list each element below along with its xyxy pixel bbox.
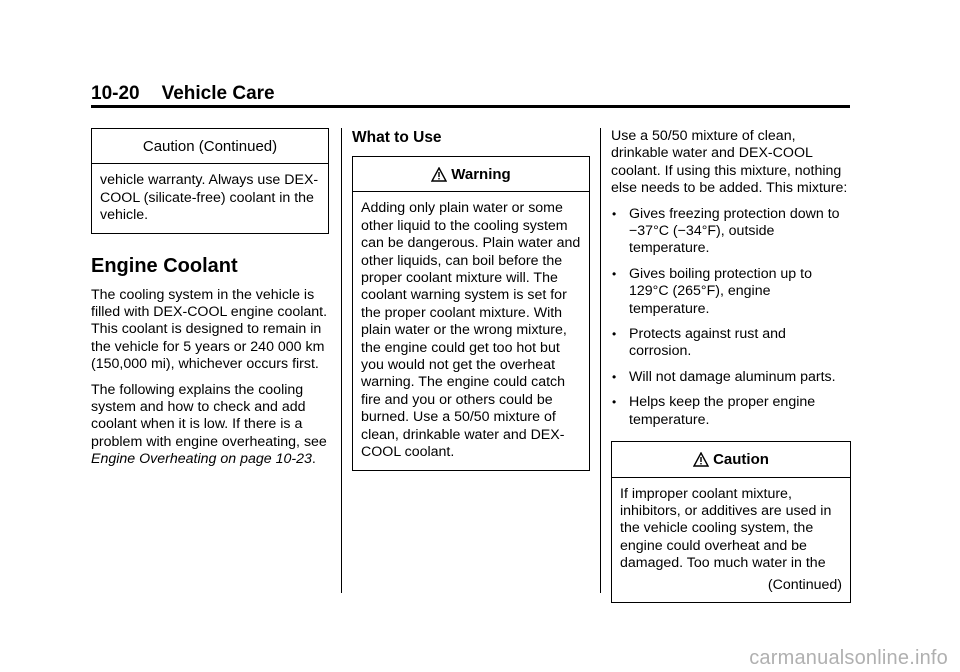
para-2-text: The following explains the cooling system and how to check and add coolant when it is low. If there is a problem with engine overheating, see (91, 381, 327, 450)
header-rule (91, 105, 850, 108)
bullet-icon: • (612, 395, 617, 410)
list-item: • Helps keep the proper engine temperature. (612, 394, 816, 428)
caution-continued-box (91, 128, 329, 234)
warning-title: Warning (451, 166, 511, 183)
column-1 (91, 128, 329, 477)
warning-box (352, 156, 590, 471)
warning-triangle-icon (431, 167, 447, 182)
warning-title-row (353, 157, 589, 192)
bullet-icon: • (612, 206, 617, 221)
warning-text: Adding only plain water or some other liquid to the cooling system can be dangerous. Plain water and other liquids, can boil before the proper coolant mixture will. The coolant warning system is set for the proper coolant mixture. With plain water or the wrong mixture, the engine could get too hot but you would not get the overheat warning. The engine could catch fire and you or others could be burned. Use a 50/50 mixture of clean, drinkable water and DEX-COOL coolant. (361, 200, 581, 461)
caution-title-row (612, 442, 850, 477)
page-header (91, 82, 850, 106)
list-item: • Will not damage aluminum parts. (612, 368, 836, 385)
bullet-icon: • (612, 327, 617, 342)
engine-coolant-para-2 (91, 382, 329, 469)
what-to-use-heading: What to Use (352, 129, 442, 146)
bullet-icon: • (612, 266, 617, 281)
caution-text: If improper coolant mixture, inhibitors, or additives are used in the vehicle cooling system, the engine could overheat and be damaged. Too much water in the (620, 485, 832, 572)
column-2 (352, 128, 590, 471)
column-3 (611, 128, 851, 603)
caution-box (611, 441, 851, 603)
list-item: • Gives boiling protection up to 129°C (265°F), engine temperature. (612, 265, 812, 317)
caution-continued-text: vehicle warranty. Always use DEX-COOL (silicate-free) coolant in the vehicle. (100, 172, 319, 224)
caution-title: Caution (713, 451, 769, 469)
engine-coolant-para-1: The cooling system in the vehicle is filled with DEX-COOL engine coolant. This coolant is designed to remain in the vehicle for 5 years or 240 000 km (150,000 mi), whichever occurs first. (91, 286, 328, 373)
engine-coolant-heading: Engine Coolant (91, 254, 238, 277)
mixture-benefits-list (611, 206, 851, 429)
column-divider-1 (341, 128, 342, 593)
mixture-intro: Use a 50/50 mixture of clean, drinkable water and DEX-COOL coolant. If using this mixture, nothing else needs to be added. This mixture: (611, 128, 848, 197)
list-item: • Gives freezing protection down to −37°C (−34°F), outside temperature. (612, 205, 840, 257)
caution-continued-title: Caution (Continued) (92, 129, 328, 164)
continued-label: (Continued) (767, 576, 842, 593)
warning-triangle-icon (693, 452, 709, 467)
bullet-icon: • (612, 369, 617, 384)
list-item: • Protects against rust and corrosion. (612, 326, 786, 360)
engine-overheating-link[interactable]: Engine Overheating on page 10-23 (91, 451, 312, 468)
para-2-end: . (311, 451, 316, 468)
section-title: Vehicle Care (161, 83, 275, 104)
watermark: carmanualsonline.info (749, 647, 948, 669)
page-number: 10-20 (91, 83, 140, 104)
column-divider-2 (600, 128, 601, 593)
